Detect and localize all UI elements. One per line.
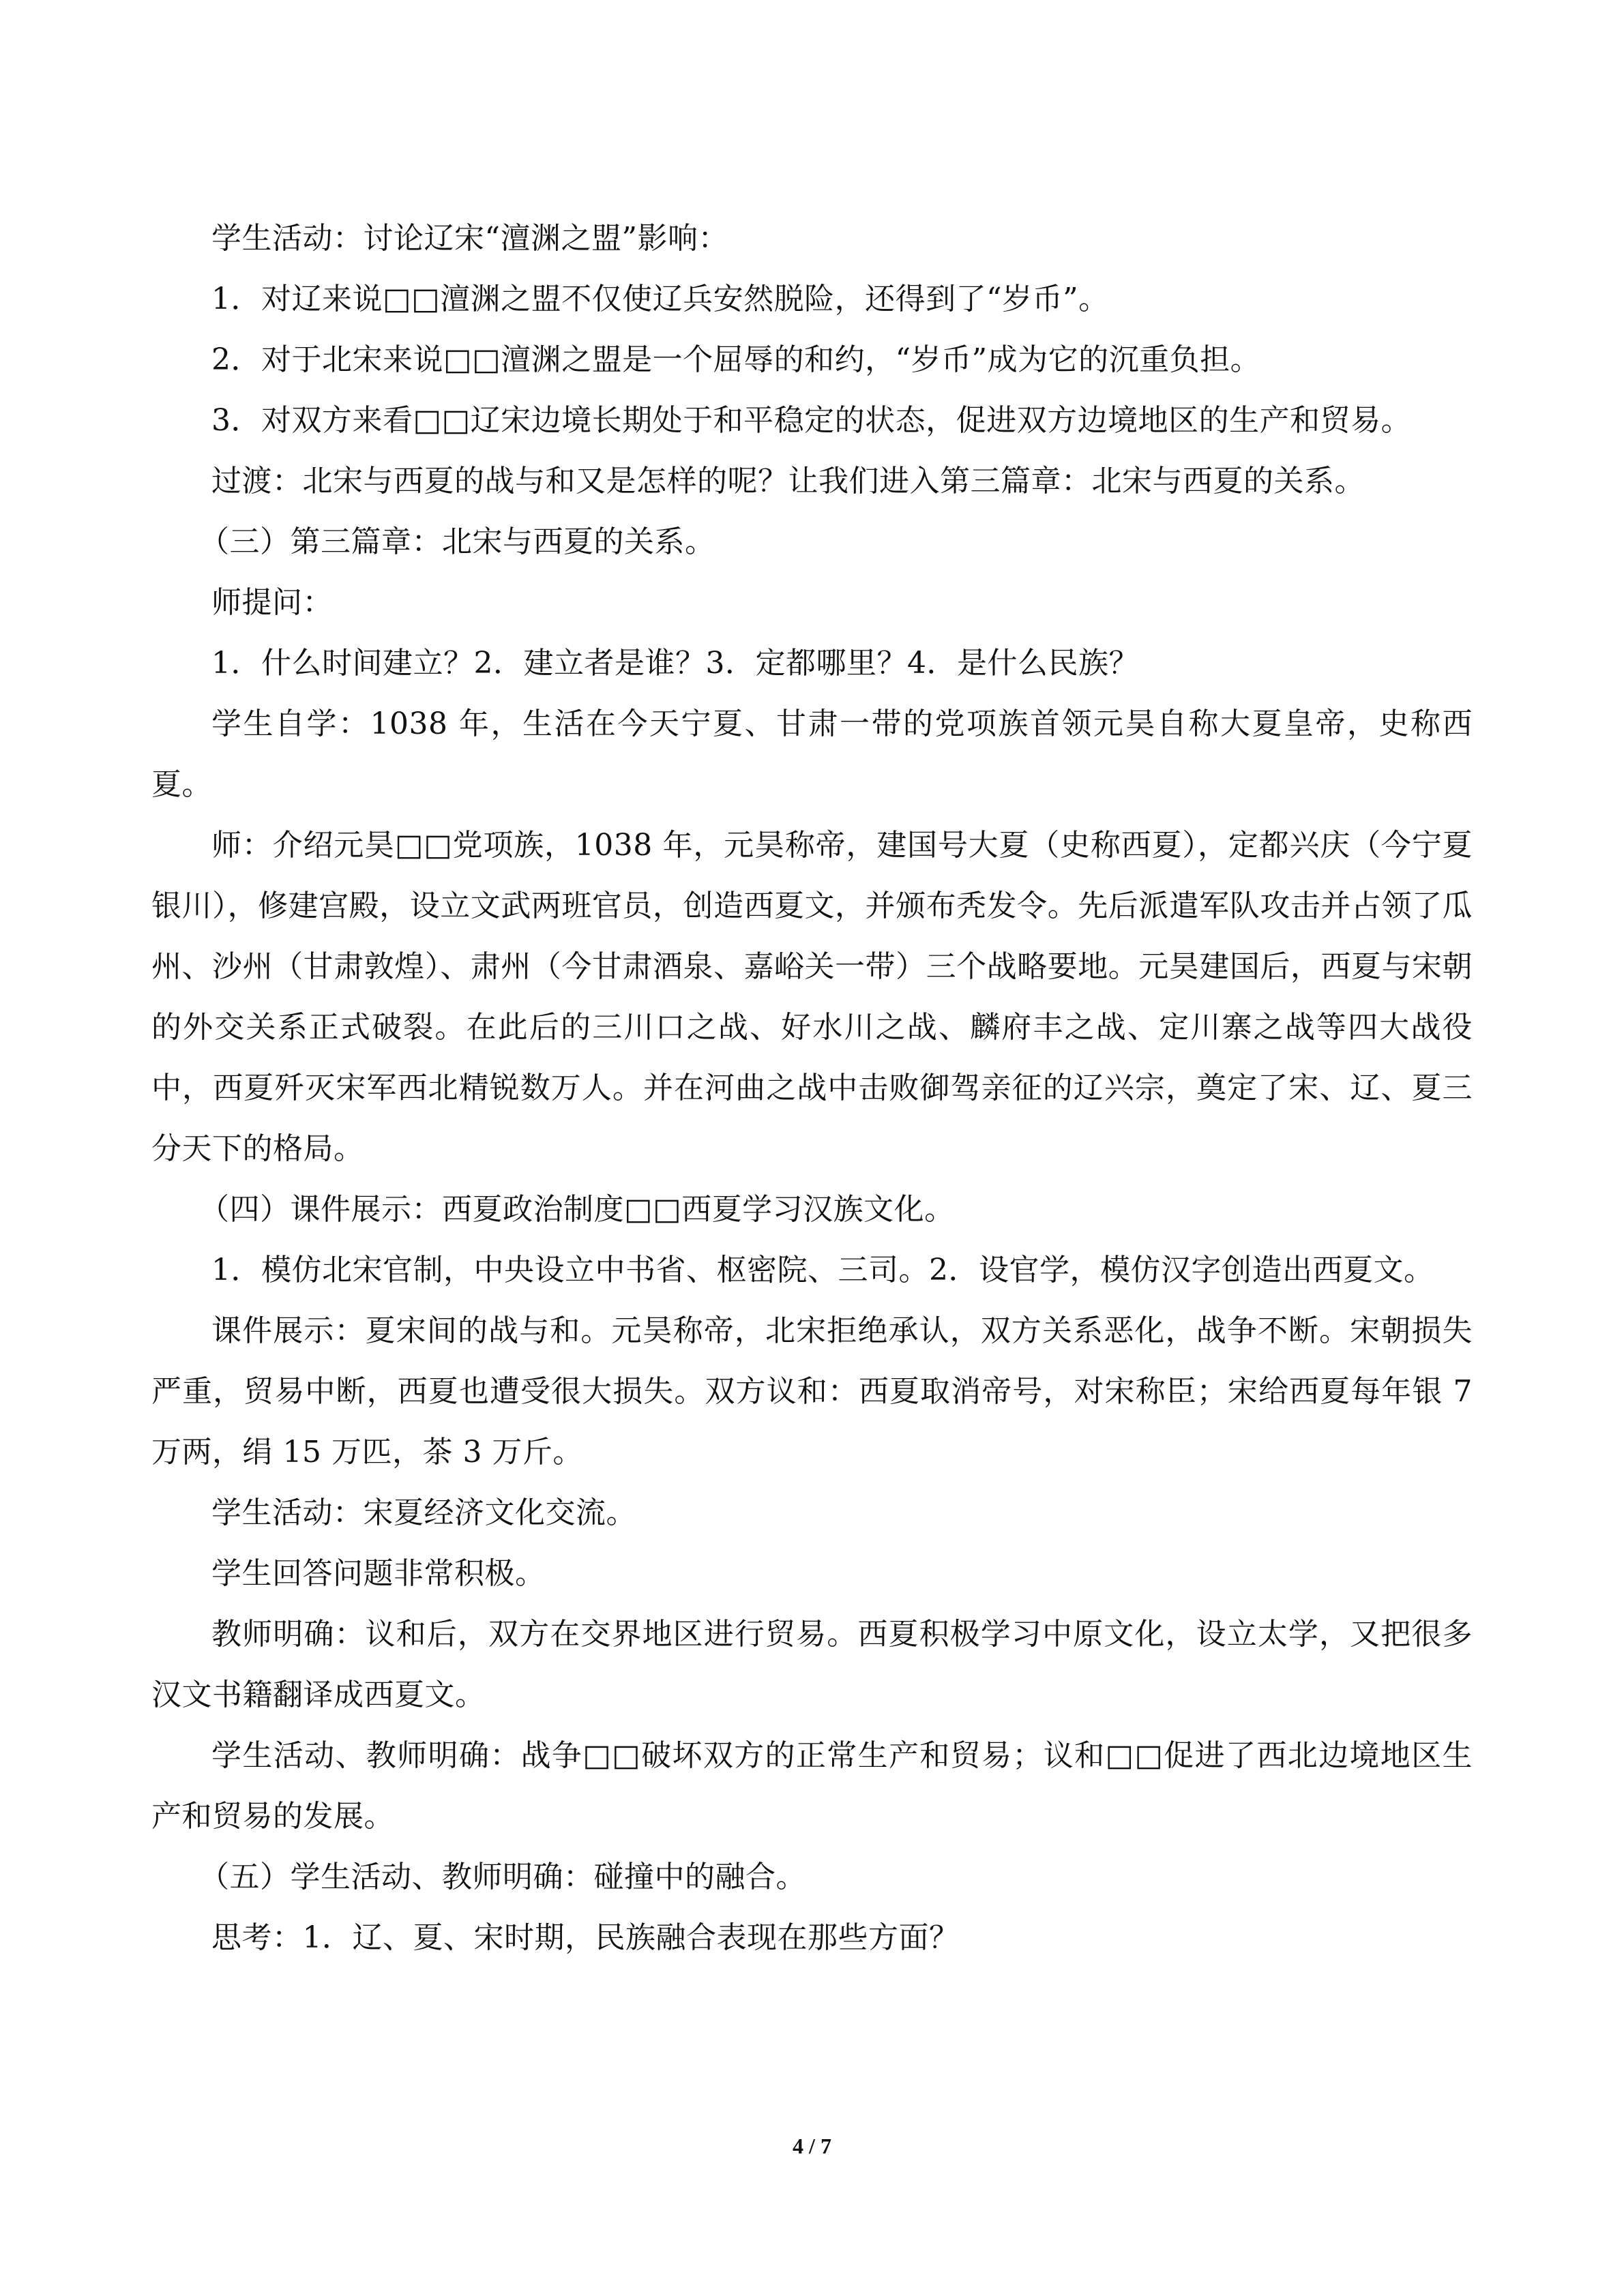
paragraph-student-response: 学生回答问题非常积极。: [211, 1556, 546, 1591]
section-heading-four: （四）课件展示：西夏政治制度□□西夏学习汉族文化。: [199, 1192, 955, 1227]
paragraph-teacher-intro-yuanhao: 师：介绍元昊□□党项族，1038 年，元昊称帝，建国号大夏（史称西夏），定都兴庆（今宁夏银川），修建宫殿，设立文武两班官员，创造西夏文，并颁布秃发令。先后派遣军队攻击并占领了瓜州、沙州（甘肃敦煌）、肃州（今甘肃酒泉、嘉峪关一带）三个战略要地。元昊建国后，西夏与宋朝的外交关系正式破裂。在此后的三川口之战、好水川之战、麟府丰之战、定川寨之战等四大战役中，西夏歼灭宋军西北精锐数万人。并在河曲之战中击败御驾亲征的辽兴宗，奠定了宋、辽、夏三分天下的格局。: [151, 828, 1473, 1166]
paragraph-transition: 过渡：北宋与西夏的战与和又是怎样的呢？让我们进入第三篇章：北宋与西夏的关系。: [211, 464, 1365, 498]
page-number: 4 / 7: [793, 2134, 831, 2158]
paragraph-impact-liao: 1．对辽来说□□澶渊之盟不仅使辽兵安然脱险，还得到了“岁币”。: [211, 282, 1109, 316]
section-heading-five: （五）学生活动、教师明确：碰撞中的融合。: [199, 1860, 806, 1894]
section-heading-three: （三）第三篇章：北宋与西夏的关系。: [199, 524, 715, 559]
paragraph-student-activity-exchange: 学生活动：宋夏经济文化交流。: [211, 1495, 636, 1530]
paragraph-war-and-peace: 课件展示：夏宋间的战与和。元昊称帝，北宋拒绝承认，双方关系恶化，战争不断。宋朝损失严重，贸易中断，西夏也遭受很大损失。双方议和：西夏取消帝号，对宋称臣；宋给西夏每年银 7 万两，绢 15 万匹，茶 3 万斤。: [151, 1313, 1473, 1470]
paragraph-teacher-clarify-war: 学生活动、教师明确：战争□□破坏双方的正常生产和贸易；议和□□促进了西北边境地区生产和贸易的发展。: [151, 1738, 1473, 1834]
paragraph-teacher-question: 师提问：: [211, 585, 333, 620]
paragraph-think-question: 思考：1．辽、夏、宋时期，民族融合表现在那些方面？: [211, 1920, 960, 1955]
paragraph-impact-both: 3．对双方来看□□辽宋边境长期处于和平稳定的状态，促进双方边境地区的生产和贸易。: [211, 403, 1412, 438]
paragraph-question-list: 1．什么时间建立？2．建立者是谁？3．定都哪里？4．是什么民族？: [211, 646, 1139, 681]
paragraph-student-self-study: 学生自学：1038 年，生活在今天宁夏、甘肃一带的党项族首领元昊自称大夏皇帝，史称西夏。: [151, 706, 1473, 802]
paragraph-impact-song: 2．对于北宋来说□□澶渊之盟是一个屈辱的和约，“岁币”成为它的沉重负担。: [211, 342, 1261, 377]
paragraph-student-activity-chanyuan: 学生活动：讨论辽宋“澶渊之盟”影响：: [211, 221, 728, 256]
paragraph-xixia-system: 1．模仿北宋官制，中央设立中书省、枢密院、三司。2．设官学，模仿汉字创造出西夏文。: [211, 1253, 1434, 1287]
paragraph-teacher-clarify-trade: 教师明确：议和后，双方在交界地区进行贸易。西夏积极学习中原文化，设立太学，又把很多汉文书籍翻译成西夏文。: [151, 1617, 1473, 1712]
